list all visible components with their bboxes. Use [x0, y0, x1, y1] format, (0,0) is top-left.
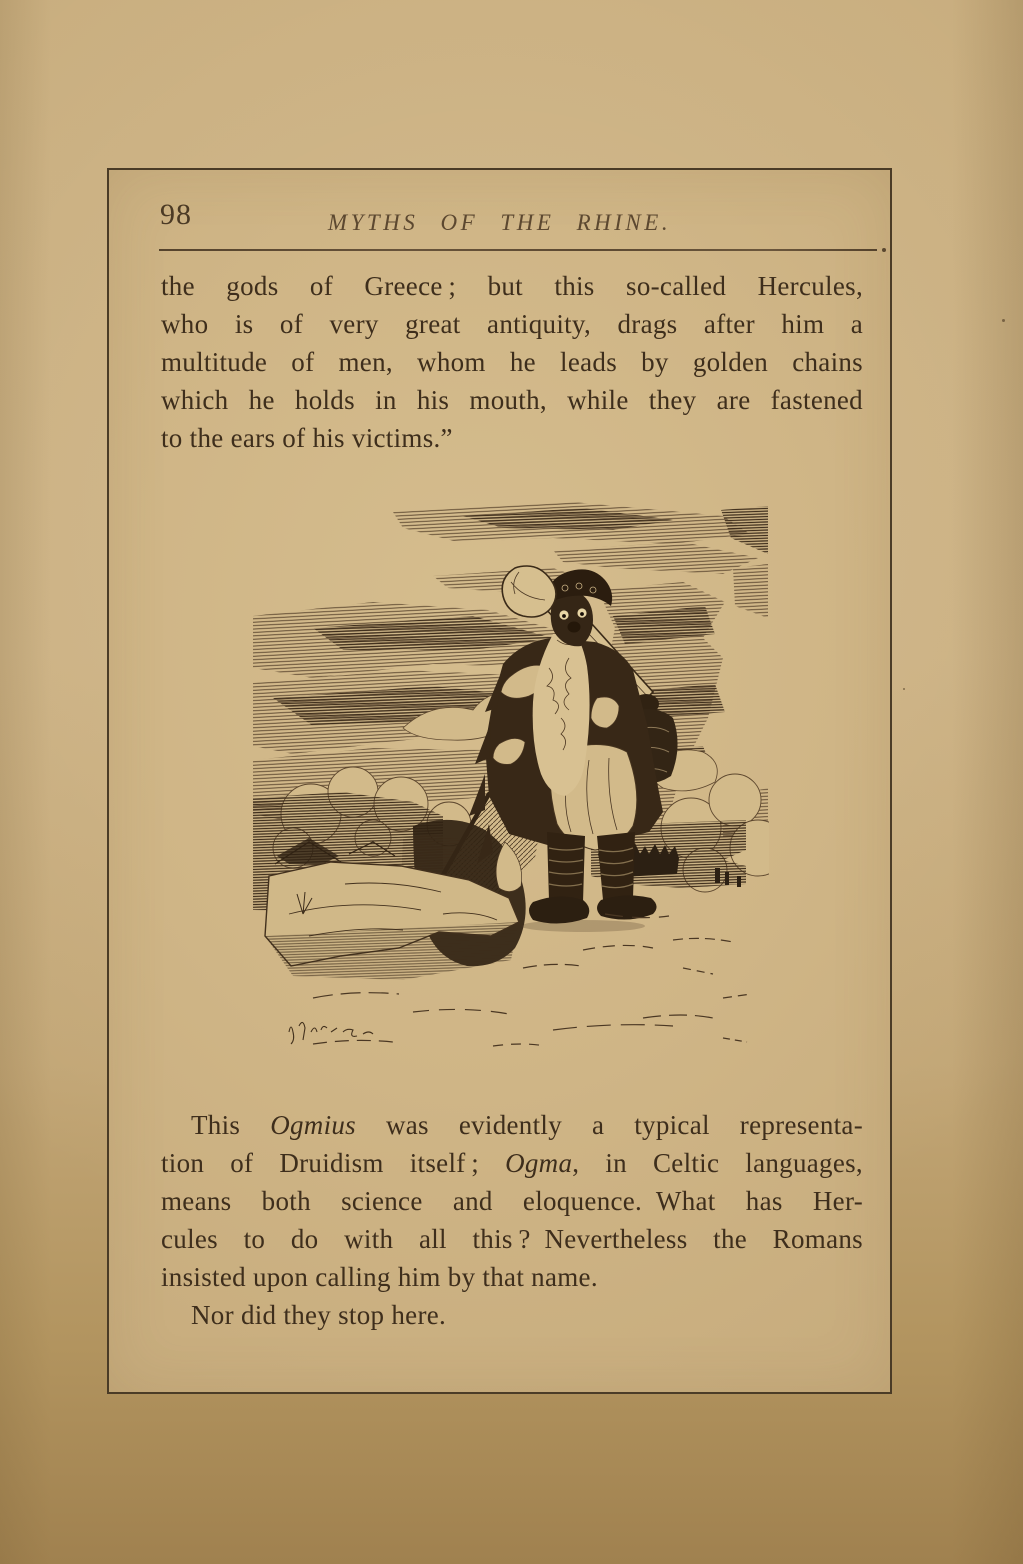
- text-run: insisted upon calling him by that name.: [161, 1262, 598, 1292]
- text-line: [161, 381, 863, 419]
- header-rule: [159, 249, 877, 251]
- paper-speck: [1002, 319, 1005, 322]
- text-line: [161, 1182, 863, 1220]
- text-run: which he holds in his mouth, while they are fastened: [161, 385, 863, 415]
- page-frame: [107, 168, 892, 1394]
- running-title: MYTHS OF THE RHINE.: [327, 210, 672, 235]
- text-run: tion of Druidism itself ;: [161, 1148, 506, 1178]
- text-line: [161, 1258, 863, 1296]
- text-run: the gods of Greece ; but this so-called Hercules,: [161, 271, 863, 301]
- paragraph-bottom: [161, 1106, 863, 1334]
- text-run: multitude of men, whom he leads by golden chains: [161, 347, 863, 377]
- text-line: [161, 343, 863, 381]
- text-line: [161, 305, 863, 343]
- feet: [521, 895, 657, 932]
- text-run: was evidently a typical representa-: [356, 1110, 863, 1140]
- italic-text-run: Ogma: [505, 1148, 573, 1178]
- text-run: Nor did they stop here.: [191, 1300, 447, 1330]
- text-line: [161, 1220, 863, 1258]
- text-line: [161, 419, 863, 457]
- text-run: This: [191, 1110, 271, 1140]
- text-line: [161, 1296, 863, 1334]
- italic-text-run: Ogmius: [270, 1110, 356, 1140]
- text-run: means both science and eloquence. What has Her-: [161, 1186, 863, 1216]
- text-run: who is of very great antiquity, drags after him a: [161, 309, 863, 339]
- text-line: [161, 1106, 863, 1144]
- page-number: 98: [160, 198, 192, 231]
- ogmius-engraving: [253, 498, 769, 1067]
- nose: [568, 622, 581, 633]
- paragraph-top: [161, 267, 863, 457]
- paper-speck: [903, 688, 905, 690]
- text-run: cules to do with all this ? Nevertheless the Romans: [161, 1224, 863, 1254]
- text-line: [161, 1144, 863, 1182]
- text-run: , in Celtic languages,: [572, 1148, 863, 1178]
- text-run: to the ears of his victims.”: [161, 423, 453, 453]
- engraving-illustration: [253, 498, 769, 1067]
- text-line: [161, 267, 863, 305]
